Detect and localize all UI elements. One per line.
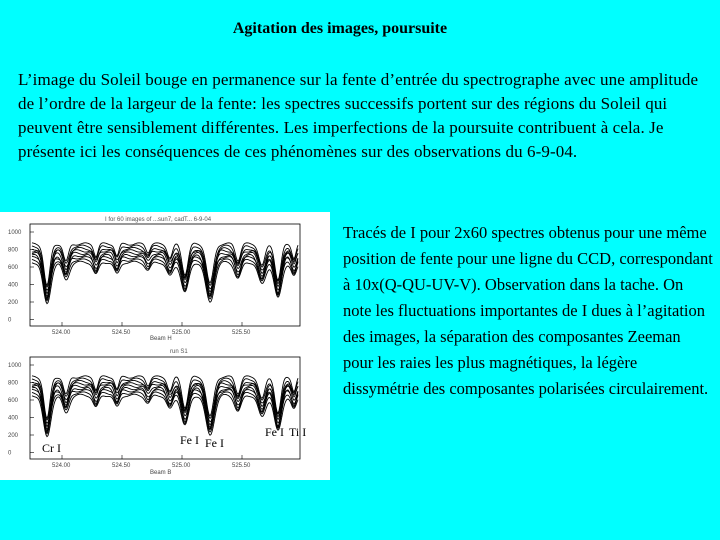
line-label-fe-i-3: Fe I: [265, 425, 284, 439]
bottom_panel-xtick: 524.00: [52, 463, 71, 469]
bottom-panel-xlabel: Beam B: [150, 470, 172, 476]
line-label-cr-i: Cr I: [42, 441, 61, 455]
spectra-figure: [0, 212, 330, 480]
line-label-fe-i-2: Fe I: [205, 436, 224, 450]
top-panel-title: I for 60 images of ...sun7, cadT... 6-9-04: [105, 217, 212, 223]
bottom_panel-xtick: 525.50: [232, 463, 251, 469]
bottom_panel-ytick: 600: [8, 398, 19, 404]
bottom_panel-ytick: 800: [8, 380, 19, 387]
line-label-fe-i-1: Fe I: [180, 433, 199, 447]
top_panel-xtick: 525.50: [232, 330, 251, 336]
top_panel-xtick: 524.00: [52, 330, 71, 336]
bottom-panel-title: run S1: [170, 349, 188, 355]
top_panel-ytick: 800: [8, 247, 19, 254]
top-panel-spectra: [32, 243, 298, 304]
top_panel-ytick: 0: [8, 317, 12, 324]
top_panel-ytick: 600: [8, 265, 19, 271]
line-label-ti-i: Ti I: [289, 425, 307, 439]
figure-caption: Tracés de I pour 2x60 spectres obtenus pour une même position de fente pour une ligne du CCD, correspondant à 10x(Q-QU-UV-V). Observation dans la tache. On note les fluctuations importantes de I dues à l’agitation des images, la séparation des composantes Zeeman pour les raies les plus magnétiques, la légère dissymétrie des composantes polarisées circulairement.: [343, 223, 713, 398]
bottom_panel-ytick: 400: [8, 415, 19, 422]
top_panel-xtick: 525.00: [172, 330, 191, 336]
slide-title: Agitation des images, poursuite: [232, 20, 448, 37]
bottom_panel-ytick: 0: [8, 450, 12, 457]
bottom_panel-xtick: 525.00: [172, 463, 191, 469]
top_panel-ytick: 200: [8, 300, 19, 306]
top_panel-xtick: 524.50: [112, 330, 131, 336]
bottom_panel-xtick: 524.50: [112, 463, 131, 469]
intro-paragraph: L’image du Soleil bouge en permanence sur la fente d’entrée du spectrographe avec une amplitude de l’ordre de la largeur de la fente: les spectres successifs portent sur des régions du Soleil qui peuvent être sensiblement différentes. Les imperfections de la poursuite contribuent à cela. Je présente ici les conséquences de ces phénomènes sur des observations du 6-9-04.: [18, 70, 699, 161]
bottom_panel-ytick: 1000: [8, 363, 22, 369]
top-panel-xlabel: Beam H: [150, 336, 172, 342]
top_panel-ytick: 1000: [8, 230, 22, 236]
bottom_panel-ytick: 200: [8, 433, 19, 439]
spectra-plot: [0, 212, 330, 480]
top_panel-ytick: 400: [8, 282, 19, 289]
bottom-panel-spectra: [32, 376, 298, 437]
